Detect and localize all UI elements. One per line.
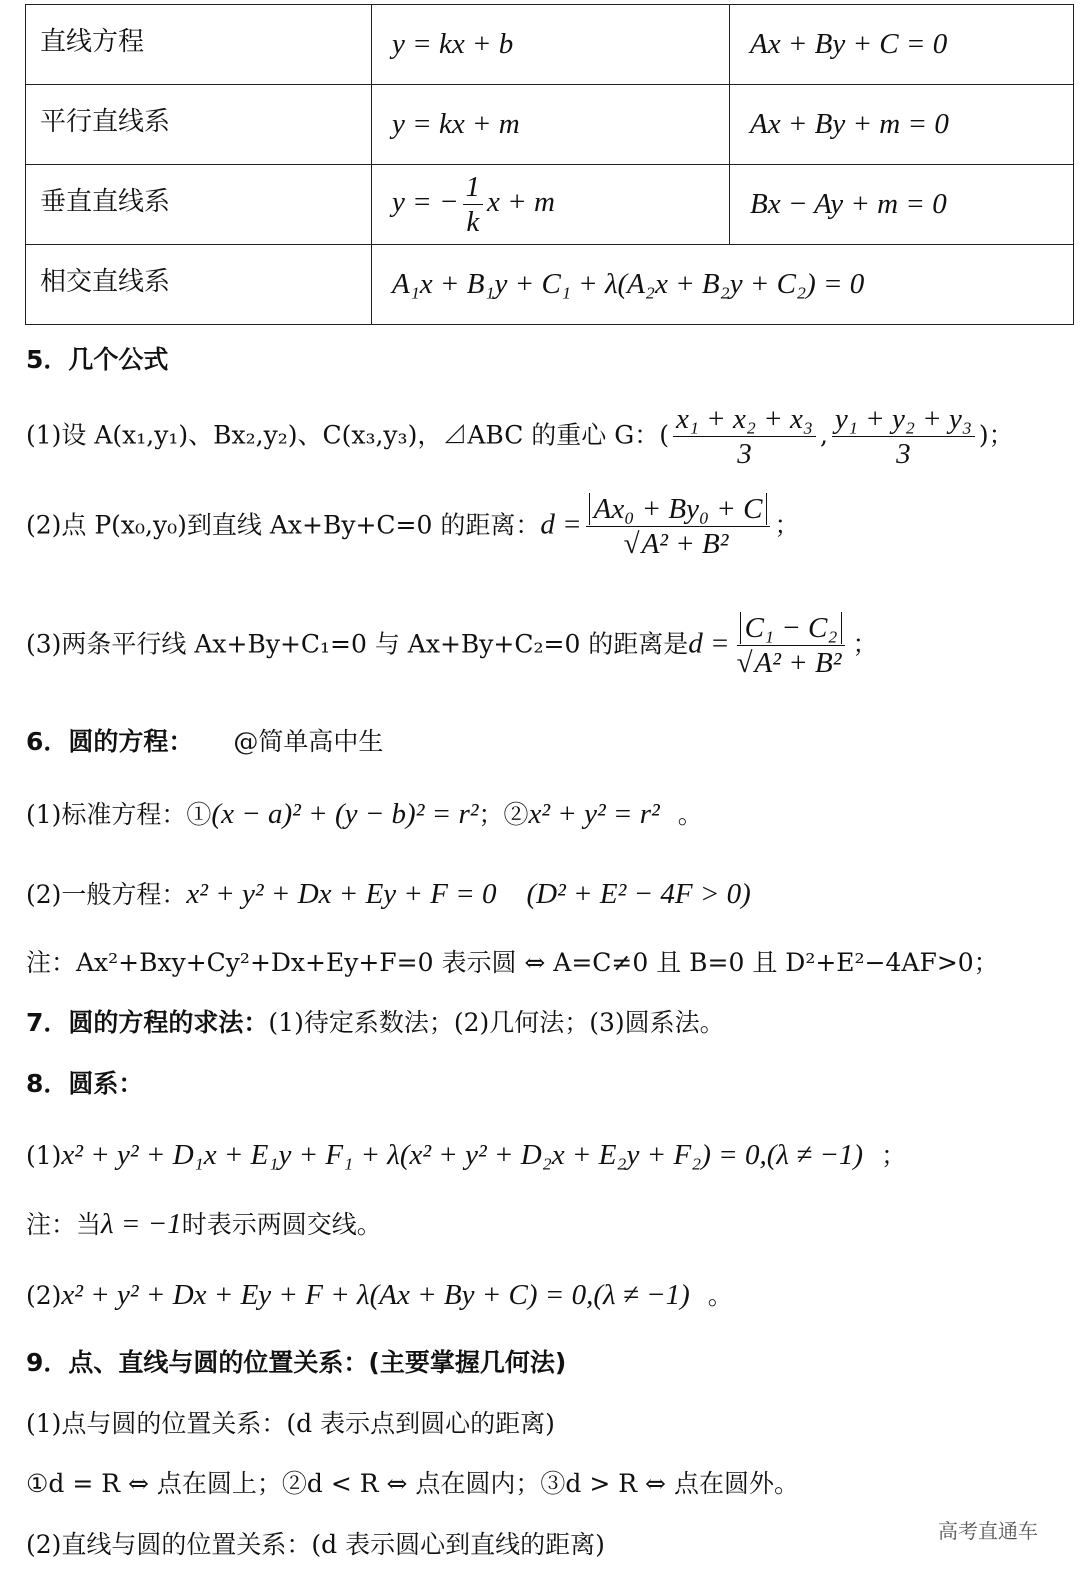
table-row	[26, 85, 1074, 165]
table-row	[26, 5, 1074, 85]
table-row	[26, 245, 1074, 325]
intersecting-form: A₁x + B₁y + C₁ + λ(A₂x + B₂y + C₂) = 0	[372, 245, 1074, 325]
circle-system-2: (2)x² + y² + Dx + Ey + F + λ(Ax + By + C) = 0,(λ ≠ −1) 。	[26, 1279, 733, 1311]
row-name: 平行直线系	[26, 85, 372, 165]
general-form: Ax + By + m = 0	[730, 85, 1074, 165]
centroid-formula: (1)设 A(x₁,y₁)、Bx₂,y₂)、C(x₃,y₃)，⊿ABC 的重心 G：( $\frac{\text{x₁ + x₂ + x₃}}{3}$ , $\frac{\text{y₁ + y₂ + y₃}}{3}$ )；	[26, 403, 1014, 471]
line-equation-table	[25, 4, 1074, 325]
slope-form: y = kx + m	[372, 85, 730, 165]
watermark: 高考直通车	[938, 1519, 1038, 1543]
section-7: 7．圆的方程的求法：(1)待定系数法；(2)几何法；(3)圆系法。	[26, 1008, 725, 1037]
standard-equation: (1)标准方程：①(x − a)² + (y − b)² = r²；②x² + y² = r² 。	[26, 798, 703, 830]
circle-system-1: (1)x² + y² + D₁x + E₁y + F₁ + λ(x² + y² + D₂x + E₂y + F₂) = 0,(λ ≠ −1) ；	[26, 1139, 907, 1171]
circle-system-note: 注：当λ = −1时表示两圆交线。	[26, 1208, 382, 1240]
section-8-heading: 8．圆系：	[26, 1069, 144, 1098]
row-name: 垂直直线系	[26, 165, 372, 245]
row-name: 直线方程	[26, 5, 372, 85]
circle-condition-note: 注：Ax²+Bxy+Cy²+Dx+Ey+F=0 表示圆 ⇔ A=C≠0 且 B=0 且 D²+E²−4AF>0；	[26, 948, 999, 977]
section-6-heading: 6．圆的方程： @简单高中生	[26, 727, 384, 756]
row-name: 相交直线系	[26, 245, 372, 325]
general-form: Bx − Ay + m = 0	[730, 165, 1074, 245]
point-circle-cases: ①d = R ⇔ 点在圆上；②d < R ⇔ 点在圆内；③d > R ⇔ 点在圆外。	[26, 1469, 799, 1498]
section-5-heading: 5．几个公式	[26, 345, 169, 374]
author-tag: @简单高中生	[233, 727, 384, 756]
point-line-distance: (2)点 P(x₀,y₀)到直线 Ax+By+C=0 的距离：d = $\frac{\text{Ax₀ + By₀ + C}}{\text{√A² + B²}}$ ；	[26, 493, 800, 561]
slope-form: y = kx + b	[372, 5, 730, 85]
point-circle-relation: (1)点与圆的位置关系：(d 表示点到圆心的距离)	[26, 1409, 555, 1438]
general-form: Ax + By + C = 0	[730, 5, 1074, 85]
section-9-heading: 9．点、直线与圆的位置关系：(主要掌握几何法)	[26, 1348, 567, 1377]
parallel-lines-distance: (3)两条平行线 Ax+By+C₁=0 与 Ax+By+C₂=0 的距离是d = $\frac{\text{C₁ − C₂}}{\text{√A² + B²}}$ ；	[26, 612, 878, 680]
general-equation: (2)一般方程：x² + y² + Dx + Ey + F = 0 (D² + E² − 4F > 0)	[26, 878, 751, 910]
table-row	[26, 165, 1074, 245]
slope-form: y = − $\frac{1}{k}$ x + m	[372, 165, 730, 245]
line-circle-relation: (2)直线与圆的位置关系：(d 表示圆心到直线的距离)	[26, 1530, 605, 1559]
